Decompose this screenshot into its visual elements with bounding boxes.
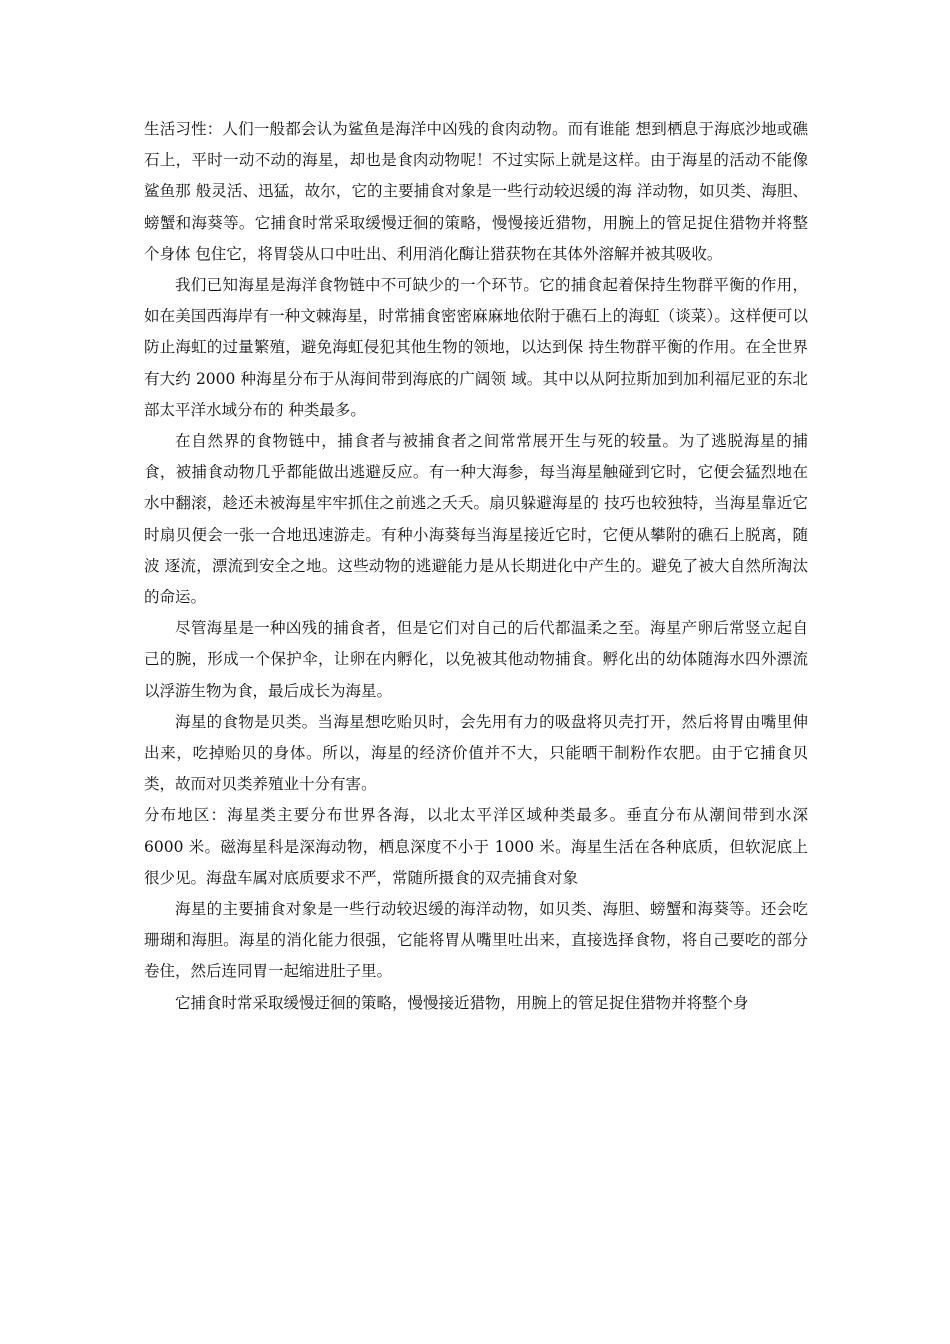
paragraph-habits: 生活习性：人们一般都会认为鲨鱼是海洋中凶残的食肉动物。而有谁能 想到栖息于海底沙地或礁石上，平时一动不动的海星，却也是食肉动物呢！不过实际上就是这样。由于海星的活动不能像鲨鱼那 般灵活、迅猛，故尔，它的主要捕食对象是一些行动较迟缓的海 洋动物，如贝类、海胆、螃蟹和海葵等。它捕食时常采取缓慢迂徊的策略，慢慢接近猎物，用腕上的管足捉住猎物并将整个身体 包住它，将胃袋从口中吐出、利用消化酶让猎获物在其体外溶解并被其吸收。	[144, 120, 808, 263]
paragraph-hunting-strategy: 它捕食时常采取缓慢迂徊的策略，慢慢接近猎物，用腕上的管足捉住猎物并将整个身	[175, 993, 749, 1012]
paragraph-food-chain: 我们已知海星是海洋食物链中不可缺少的一个环节。它的捕食起着保持生物群平衡的作用，如在美国西海岸有一种文棘海星，时常捕食密密麻麻地依附于礁石上的海虹（谈菜）。这样便可以 防止海虹的过量繁殖，避免海虹侵犯其他生物的领地，以达到保 持生物群平衡的作用。在全世界有大约 2000 种海星分布于从海间带到海底的广阔领 域。其中以从阿拉斯加到加利福尼亚的东北部太平洋水域分布的 种类最多。	[144, 276, 808, 419]
paragraph-distribution: 分布地区：海星类主要分布世界各海，以北太平洋区域种类最多。垂直分布从潮间带到水深 6000 米。磁海星科是深海动物，栖息深度不小于 1000 米。海星生活在各种底质，但软泥底上很少见。海盘车属对底质要求不严，常随所摄食的双壳捕食对象	[144, 806, 808, 887]
paragraph-prey-targets: 海星的主要捕食对象是一些行动较迟缓的海洋动物，如贝类、海胆、螃蟹和海葵等。还会吃珊瑚和海胆。海星的消化能力很强，它能将胃从嘴里吐出来，直接选择食物，将自己要吃的部分卷住，然后连同胃一起缩进肚子里。	[144, 900, 808, 981]
paragraph-diet: 海星的食物是贝类。当海星想吃贻贝时，会先用有力的吸盘将贝壳打开，然后将胃由嘴里伸出来，吃掉贻贝的身体。所以，海星的经济价值并不大，只能晒干制粉作农肥。由于它捕食贝类，故而对贝类养殖业十分有害。	[144, 712, 808, 794]
paragraph-predator-prey: 在自然界的食物链中，捕食者与被捕食者之间常常展开生与死的较量。为了逃脱海星的捕食，被捕食动物几乎都能做出逃避反应。有一种大海参，每当海星触碰到它时，它便会猛烈地在水中翻滚，趁还未被海星牢牢抓住之前逃之夭夭。扇贝躲避海星的 技巧也较独特，当海星靠近它时扇贝便会一张一合地迅速游走。有种小海葵每当海星接近它时，它便从攀附的礁石上脱离，随波 逐流，漂流到安全之地。这些动物的逃避能力是从长期进化中产生的。避免了被大自然所淘汰的命运。	[144, 432, 808, 607]
document-body	[144, 114, 808, 1019]
paragraph-offspring: 尽管海星是一种凶残的捕食者，但是它们对自己的后代都温柔之至。海星产卵后常竖立起自己的腕，形成一个保护伞，让卵在内孵化，以免被其他动物捕食。孵化出的幼体随海水四外漂流 以浮游生物为食，最后成长为海星。	[144, 619, 808, 700]
